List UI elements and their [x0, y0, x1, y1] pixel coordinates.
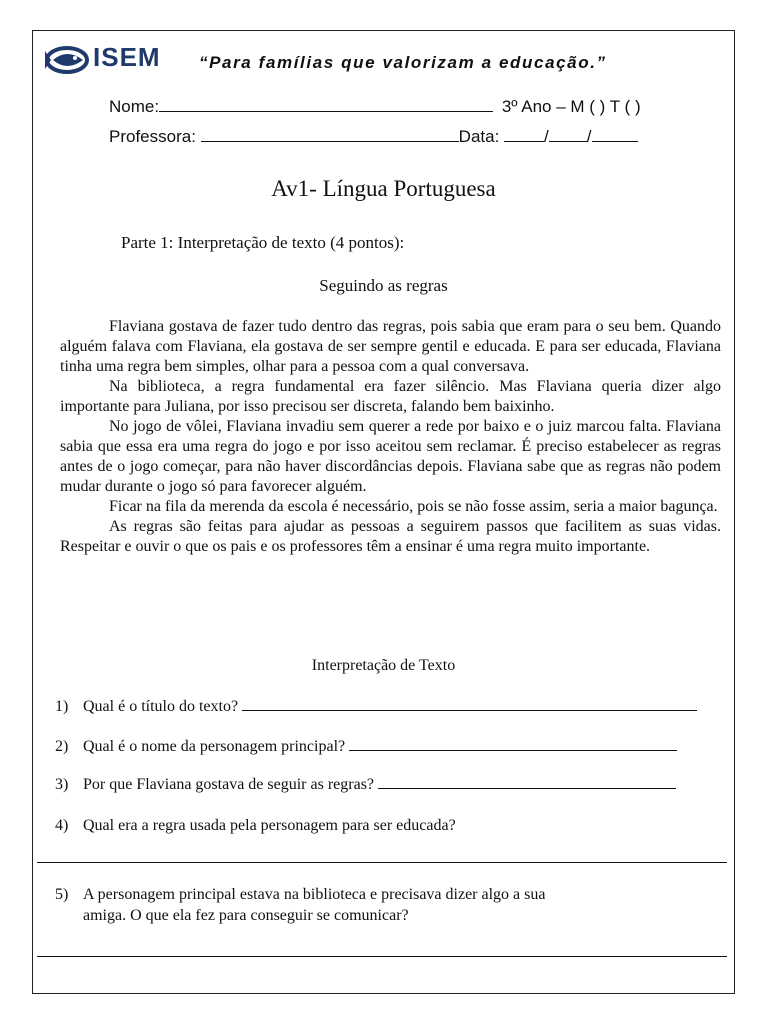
data-label: Data:: [458, 127, 500, 146]
nome-label: Nome:: [109, 97, 160, 116]
name-row: [109, 97, 641, 117]
paragraph: Na biblioteca, a regra fundamental era fazer silêncio. Mas Flaviana queria dizer algo importante para Juliana, por isso precisou ser discreta, falando bem baixinho.: [60, 378, 721, 415]
paragraph: No jogo de vôlei, Flaviana invadiu sem querer a rede por baixo e o juiz marcou falta. Flaviana sabia que essa era uma regra do jogo e por isso aceitou sem reclamar. É preciso estabelecer as regras antes de o jogo começar, para não haver discordâncias depois. Flaviana sabe que as regras não podem mudar durante o jogo só para favorecer alguém.: [60, 418, 721, 495]
paragraph: As regras são feitas para ajudar as pessoas a seguirem passos que facilitem as suas vidas. Respeitar e ouvir o que os pais e os professores têm a ensinar é uma regra muito importante.: [60, 518, 721, 555]
page-title: Av1- Língua Portuguesa: [271, 176, 496, 201]
part-heading: Parte 1: Interpretação de texto (4 pontos):: [121, 233, 405, 252]
question-2: [55, 736, 731, 758]
ano-label: 3º Ano – M ( ) T ( ): [501, 97, 641, 116]
answer-line[interactable]: [37, 862, 727, 863]
question-1: [55, 696, 731, 718]
question-number: 2): [55, 738, 69, 755]
date-separator: /: [586, 127, 592, 146]
professora-label: Professora:: [109, 127, 196, 146]
question-text-line-2: amiga. O que ela fez para conseguir se comunicar?: [83, 907, 409, 924]
professora-field[interactable]: [201, 127, 459, 142]
data-year-field[interactable]: [592, 127, 638, 142]
question-text: Qual era a regra usada pela personagem para ser educada?: [83, 817, 456, 834]
answer-line[interactable]: [349, 737, 677, 751]
nome-field[interactable]: [159, 97, 493, 112]
date-separator: /: [544, 127, 549, 146]
question-4: [55, 815, 731, 837]
story-text: [60, 317, 721, 557]
paragraph: Flaviana gostava de fazer tudo dentro das regras, pois sabia que eram para o seu bem. Quando alguém falava com Flaviana, ela gostava de ser sempre gentil e educada. E para ser educada, Flaviana tinha uma regra bem simples, olhar para a pessoa com a qual conversava.: [60, 318, 721, 375]
question-text: Qual é o nome da personagem principal?: [83, 738, 346, 755]
data-month-field[interactable]: [549, 127, 587, 142]
data-day-field[interactable]: [504, 127, 544, 142]
slogan: “Para famílias que valorizam a educação.”: [199, 53, 607, 72]
question-number: 5): [55, 886, 69, 903]
answer-line[interactable]: [37, 956, 727, 957]
question-text: Qual é o título do texto?: [83, 698, 239, 715]
question-3: [55, 774, 731, 796]
question-number: 4): [55, 817, 69, 834]
answer-line[interactable]: [242, 697, 697, 711]
section-heading: Interpretação de Texto: [311, 657, 456, 674]
question-text-line-1: A personagem principal estava na biblioteca e precisava dizer algo a sua: [83, 886, 546, 903]
worksheet-page: [32, 30, 735, 994]
teacher-row: [109, 127, 638, 147]
question-text: Por que Flaviana gostava de seguir as regras?: [83, 776, 375, 793]
paragraph: Ficar na fila da merenda da escola é necessário, pois se não fosse assim, seria a maior bagunça.: [109, 498, 718, 515]
question-5: [55, 884, 731, 928]
question-number: 1): [55, 698, 69, 715]
logo-text: ISEM: [93, 42, 161, 72]
story-title: Seguindo as regras: [319, 276, 448, 295]
answer-line[interactable]: [378, 775, 676, 789]
question-number: 3): [55, 776, 69, 793]
